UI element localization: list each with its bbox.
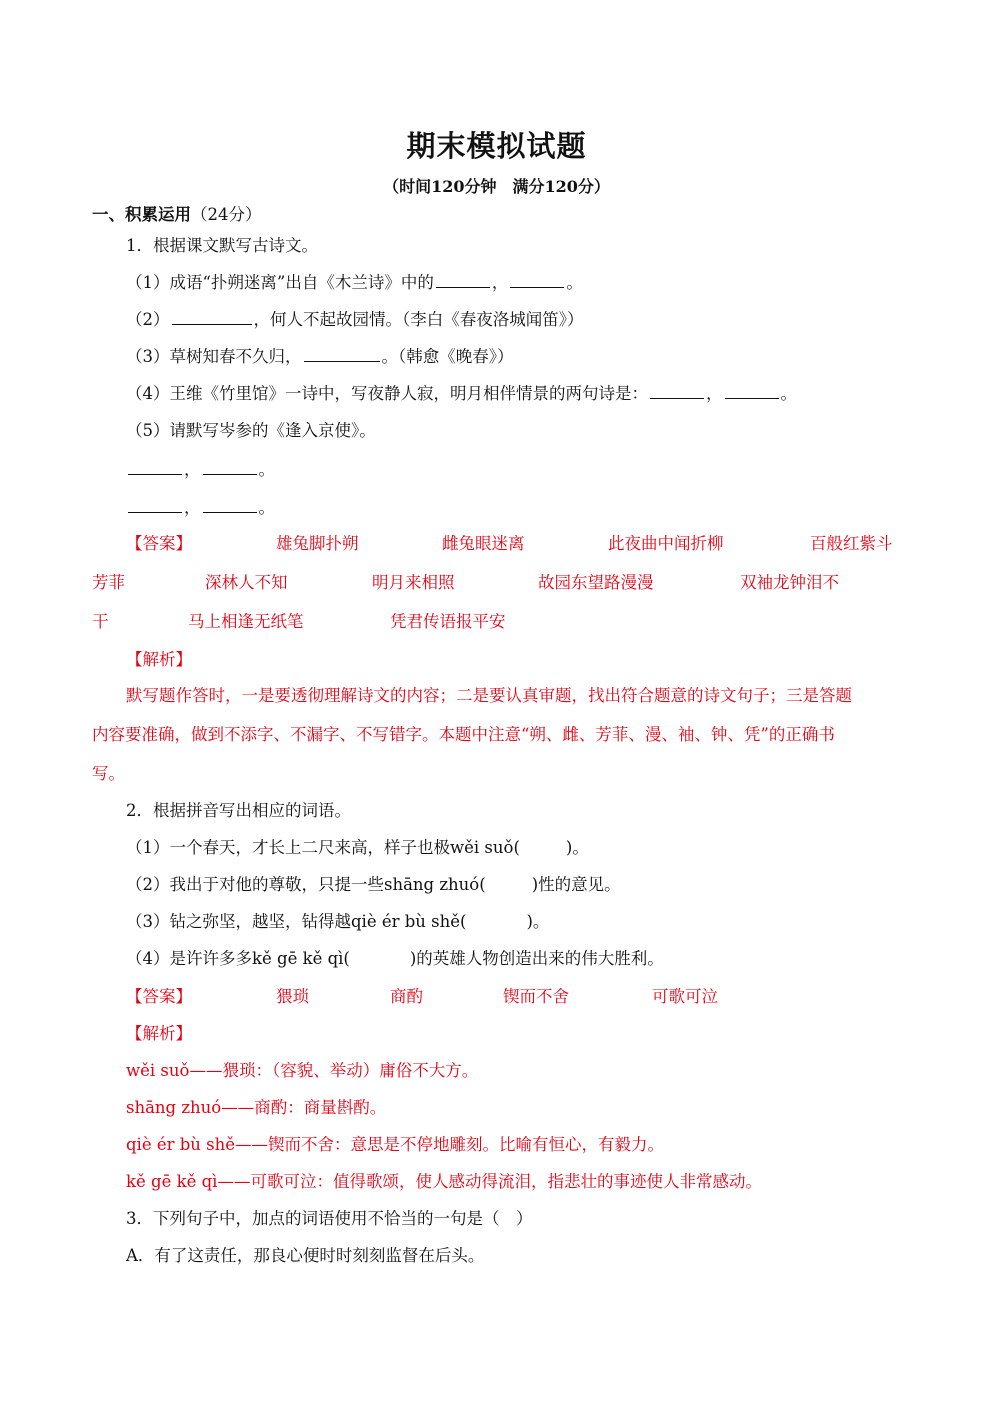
q2-item-4-end: )的英雄人物创造出来的伟大胜利。 [409,949,664,968]
analysis-text: ——商酌：商量斟酌。 [221,1098,387,1117]
punct: ， [184,460,201,479]
punct: 。 [258,460,275,479]
answer-blank[interactable] [436,272,490,288]
pinyin: qiè ér bù shě [126,1135,236,1154]
q2-item-4 [126,948,664,970]
q1-answer-10: 凭君传语报平安 [390,612,506,631]
q1-analysis-line-1: 默写题作答时，一是要透彻理解诗文的内容；二是要认真审题，找出符合题意的诗文句子；三是答题 [126,686,852,705]
q1-answer-4a: 百般红紫斗 [810,534,893,553]
q1-stem: 1．根据课文默写古诗文。 [126,236,318,255]
q1-answer-1: 雄兔脚扑朔 [276,534,359,553]
section-heading [92,204,262,226]
q2-item-3-end: )。 [526,912,550,931]
page-title: 期末模拟试题 [406,129,587,163]
answer-blank[interactable] [725,383,779,399]
q2-analysis-1 [126,1060,478,1082]
analysis-text: ——可歌可泣：值得歌颂，使人感动得流泪，指悲壮的事迹使人非常感动。 [217,1172,762,1191]
punct: 。 [566,273,583,292]
q2-answer-1: 猥琐 [276,987,309,1006]
section-score: （24分） [191,205,262,224]
q1-answer-2: 雌兔眼迷离 [442,534,525,553]
q1-answer-3: 此夜曲中闻折柳 [608,534,724,553]
q2-item-2 [126,874,621,896]
answer-blank[interactable] [650,383,704,399]
q2-answer-label: 【答案】 [126,987,192,1006]
q1-blank-line-2 [126,497,275,519]
section-title: 一、积累运用 [92,205,191,224]
q2-item-1-text: （1）一个春天，才长上二尺来高，样子也极 [126,838,450,857]
q1-answer-5: 深林人不知 [205,573,288,592]
q2-answer-2: 商酌 [390,987,423,1006]
q1-analysis-line-2: 内容要准确，做到不添字、不漏字、不写错字。本题中注意“朔、雌、芳菲、漫、袖、钟、凭”的正确书 [92,725,835,744]
q2-item-2-text: （2）我出于对他的尊敬，只提一些 [126,875,384,894]
answer-blank[interactable] [203,497,257,513]
answer-blank[interactable] [172,309,252,325]
q1-item-3-source: 。（韩愈《晚春》） [381,347,514,366]
q3-stem: 3．下列句子中，加点的词语使用不恰当的一句是（ ） [126,1209,533,1228]
q1-answer-4b: 芳菲 [92,573,125,592]
q2-item-3-text: （3）钻之弥坚，越坚，钻得越 [126,912,351,931]
q3-option-a[interactable]: A．有了这责任，那良心便时时刻刻监督在后头。 [126,1246,485,1265]
q1-analysis-label: 【解析】 [126,650,192,669]
q2-analysis-2 [126,1097,386,1119]
q2-item-2-end: )性的意见。 [531,875,621,894]
q2-analysis-4 [126,1171,762,1193]
q1-answer-9: 马上相逢无纸笔 [188,612,304,631]
punct: ， [184,498,201,517]
q2-item-1 [126,837,589,859]
answer-blank[interactable] [510,272,564,288]
q1-blank-line-1 [126,459,275,481]
q1-answer-7: 故园东望路漫漫 [538,573,654,592]
analysis-text: ——猥琐：（容貌、举动）庸俗不大方。 [189,1061,479,1080]
q2-answer-4: 可歌可泣 [652,987,718,1006]
pinyin: shāng zhuó [126,1098,222,1117]
q1-answer-6: 明月来相照 [372,573,455,592]
answer-blank[interactable] [128,497,182,513]
punct: ， [491,273,509,292]
q1-item-2 [126,309,584,331]
q1-item-2-num: （2） [126,310,170,329]
q1-item-4 [126,383,797,405]
q2-item-4-text: （4）是许许多多 [126,949,252,968]
pinyin: wěi suǒ [126,1061,190,1080]
pinyin: wěi suǒ( [450,838,520,857]
q1-item-5: （5）请默写岑参的《逢入京使》。 [126,421,376,440]
pinyin: qiè ér bù shě( [351,912,467,931]
punct: 。 [258,498,275,517]
q2-item-3 [126,911,549,933]
answer-blank[interactable] [128,459,182,475]
pinyin: shāng zhuó( [384,875,486,894]
q2-answer-3: 锲而不舍 [503,987,569,1006]
q2-analysis-3 [126,1134,664,1156]
analysis-text: ——锲而不舍：意思是不停地雕刻。比喻有恒心，有毅力。 [235,1135,665,1154]
q1-item-1 [126,272,583,294]
q1-answer-label: 【答案】 [126,534,192,553]
answer-blank[interactable] [304,346,380,362]
punct: ， [706,384,723,403]
q2-item-1-end: )。 [565,838,589,857]
q1-item-2-text: ，何人不起故园情。（李白《春夜洛城闻笛》） [253,310,584,329]
q1-item-4-text: （4）王维《竹里馆》一诗中，写夜静人寂，明月相伴情景的两句诗是： [126,384,648,403]
q1-item-3 [126,346,514,368]
q1-answer-8a: 双袖龙钟泪不 [740,573,839,592]
punct: 。 [780,384,797,403]
q2-analysis-label: 【解析】 [126,1024,192,1043]
q1-item-1-text: （1）成语“扑朔迷离”出自《木兰诗》中的 [126,273,434,292]
answer-blank[interactable] [203,459,257,475]
pinyin: kě gē kě qì( [252,949,350,968]
q1-analysis-line-3: 写。 [92,764,125,783]
q1-answer-8b: 干 [92,612,109,631]
q1-item-3-text: （3）草树知春不久归， [126,347,302,366]
page-subtitle: （时间120分钟 满分120分） [383,177,610,196]
q2-stem: 2．根据拼音写出相应的词语。 [126,801,351,820]
pinyin: kě gē kě qì [126,1172,218,1191]
